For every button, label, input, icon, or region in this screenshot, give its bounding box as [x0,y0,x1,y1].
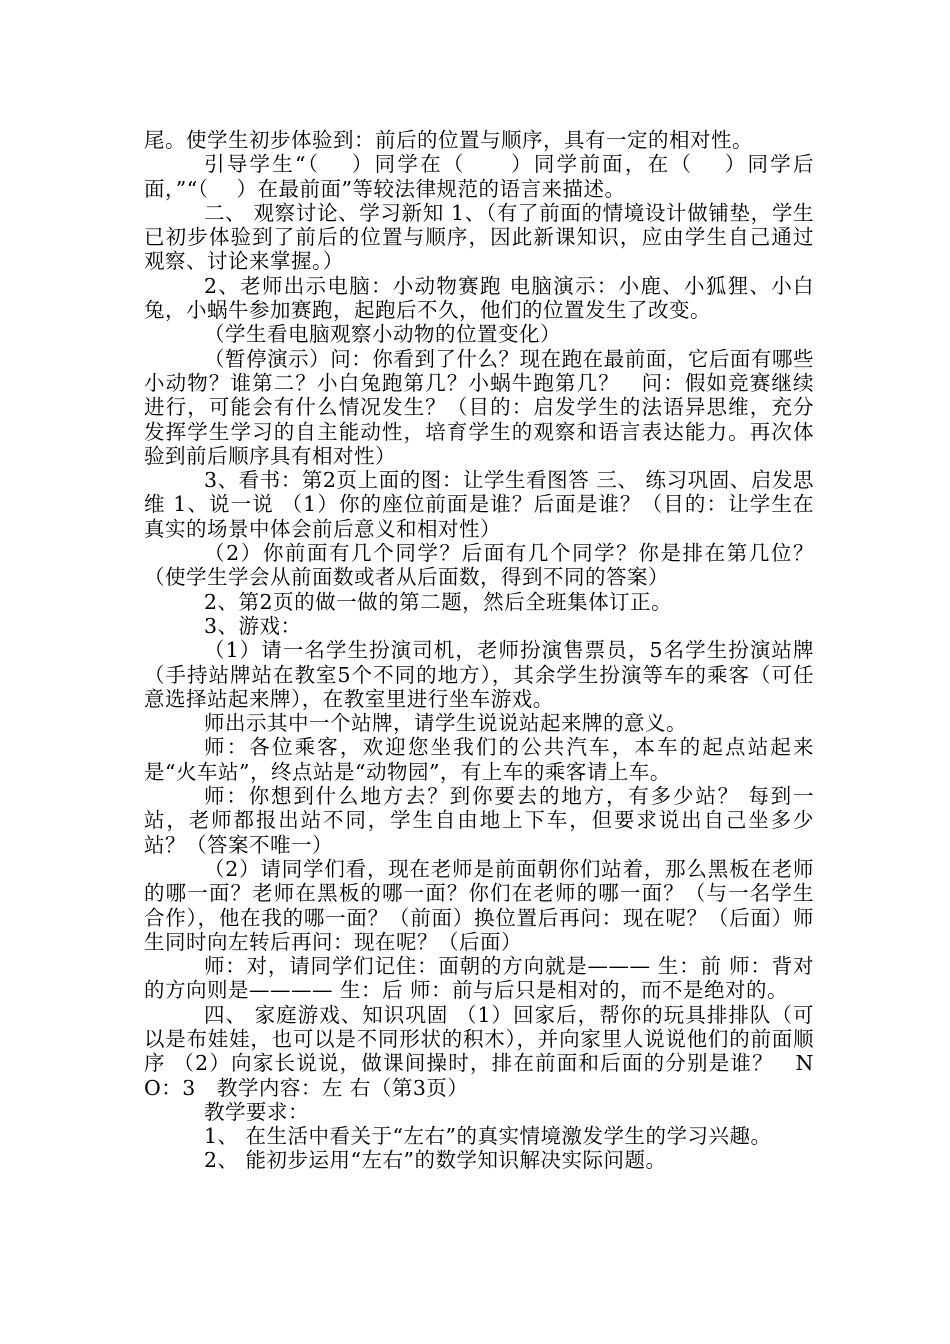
paragraph: （学生看电脑观察小动物的位置变化） [204,322,561,347]
paragraph: （暂停演示）问：你看到了什么？现在跑在最前面，它后面有哪些小动物？谁第二？小白兔跑第几？小蜗牛跑第几？ 问：假如竞赛继续进行，可能会有什么情况发生？（目的：启发学生的法语异思维，充分发挥学生学习的自主能动性，培育学生的观察和语言表达能力。再次体验到前后顺序具有相对性） [144,346,814,468]
paragraph: 师出示其中一个站牌，请学生说说站起来牌的意义。 [204,711,687,736]
paragraph: 师：对，请同学们记住：面朝的方向就是——— 生：前 师：背对的方向则是———— 生：后 师：前与后只是相对的，而不是绝对的。 [144,954,814,1003]
paragraph: 3、游戏： [204,613,302,638]
paragraph: 引导学生“（ ）同学在（ ）同学前面，在（ ）同学后面，”“（ ）在最前面”等较法律规范的语言来描述。 [144,152,814,201]
paragraph: 四、 家庭游戏、知识巩固 （1）回家后，帮你的玩具排排队（可以是布娃娃，也可以是不同形状的积木），并向家里人说说他们的前面顺序 （2）向家长说说，做课间操时，排在前面和后面的分别是谁？ NO：3 教学内容：左 右（第3页） [144,1002,814,1100]
paragraph: 2、老师出示电脑：小动物赛跑 电脑演示：小鹿、小狐狸、小白兔，小蜗牛参加赛跑，起跑后不久，他们的位置发生了改变。 [144,273,814,323]
paragraph: 2、 能初步运用“左右”的数学知识解决实际问题。 [204,1148,667,1173]
document-body [144,128,814,1173]
paragraph: 师：各位乘客，欢迎您坐我们的公共汽车，本车的起点站起来是“火车站”，终点站是“动物园”，有上车的乘客请上车。 [144,735,814,784]
paragraph: （2）请同学们看，现在老师是前面朝你们站着，那么黑板在老师的哪一面？老师在黑板的哪一面？你们在老师的哪一面？（与一名学生合作），他在我的哪一面？（前面）换位置后再问：现在呢？（后面）师生同时向左转后再问：现在呢？（后面） [144,856,814,954]
paragraph: 二、 观察讨论、学习新知 1、（有了前面的情境设计做铺垫，学生已初步体验到了前后的位置与顺序，因此新课知识，应由学生自己通过观察、讨论来掌握。） [144,200,814,274]
paragraph: 尾。使学生初步体验到：前后的位置与顺序，具有一定的相对性。 [144,128,753,152]
paragraph: 2、第2页的做一做的第二题，然后全班集体订正。 [204,589,673,614]
paragraph: 教学要求： [204,1099,309,1124]
paragraph: 3、看书：第2页上面的图：让学生看图答 三、 练习巩固、启发思维 1、说一说 （1）你的座位前面是谁？后面是谁？（目的：让学生在真实的场景中体会前后意义和相对性） [144,468,814,541]
paragraph: 师：你想到什么地方去？到你要去的地方，有多少站？ 每到一站，老师都报出站不同，学生自由地上下车，但要求说出自己坐多少站？（答案不唯一） [144,784,814,857]
paragraph: （1）请一名学生扮演司机，老师扮演售票员，5名学生扮演站牌（手持站牌站在教室5个不同的地方），其余学生扮演等车的乘客（可任意选择站起来牌），在教室里进行坐车游戏。 [144,638,814,711]
paragraph: （2）你前面有几个同学？后面有几个同学？你是排在第几位？（使学生学会从前面数或者从后面数，得到不同的答案） [144,541,814,590]
paragraph: 1、 在生活中看关于“左右”的真实情境激发学生的学习兴趣。 [204,1124,772,1149]
